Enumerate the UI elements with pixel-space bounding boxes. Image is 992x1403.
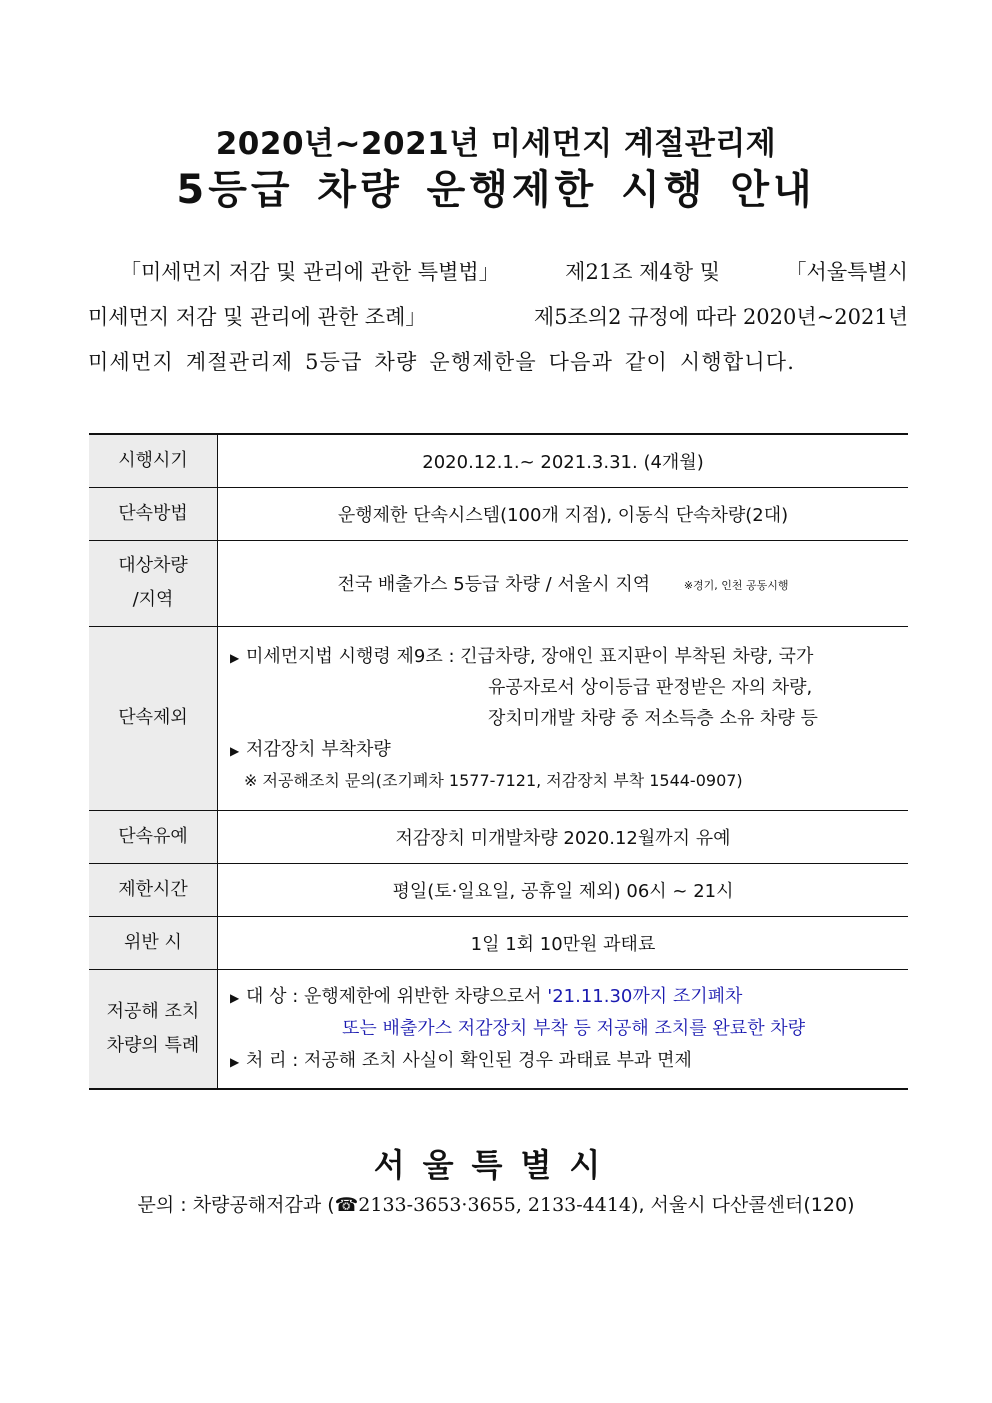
table-row: [89, 434, 908, 487]
exempt-item1-head: 미세먼지법 시행령 제9조 :: [246, 645, 455, 667]
intro-text: 제5조의2 규정에 따라 2020년~2021년: [533, 305, 908, 329]
row-label: [89, 540, 218, 626]
table-row: [89, 916, 908, 969]
target-note: ※경기, 인천 공동시행: [683, 579, 789, 592]
row-value: [218, 626, 909, 810]
intro-text: 「미세먼지 저감 및 관리에 관한 특별법」: [120, 260, 500, 284]
special-process-text: 저공해 조치 사실이 확인된 경우 과태료 부과 면제: [304, 1049, 692, 1071]
triangle-bullet-icon: ▶: [230, 743, 240, 758]
intro-text: 미세먼지 저감 및 관리에 관한 조례」: [88, 305, 427, 329]
intro-text: 미세먼지 계절관리제 5등급 차량 운행제한을 다음과 같이 시행합니다.: [88, 350, 796, 374]
table-row: [89, 626, 908, 810]
table-row: [89, 487, 908, 540]
intro-line1: [88, 250, 908, 295]
contact-suffix: , 서울시 다산콜센터(120): [638, 1194, 855, 1216]
organization-name: 서울특별시: [373, 1146, 619, 1184]
row-label-line: 저공해 조치: [106, 1000, 200, 1022]
exempt-item1-text: 유공자로서 상이등급 판정받은 자의 차량,: [488, 676, 813, 698]
special-target-highlight: 또는 배출가스 저감장치 부착 등 저공해 조치를 완료한 차량: [342, 1017, 806, 1039]
target-text: 전국 배출가스 5등급 차량 / 서울시 지역: [337, 574, 651, 595]
table-row: [89, 540, 908, 626]
special-process: [230, 1045, 908, 1077]
row-label: 단속방법: [89, 487, 218, 540]
triangle-bullet-icon: ▶: [230, 1054, 240, 1069]
contact-numbers: 2133-3653·3655, 2133-4414): [358, 1194, 639, 1216]
row-label-line: /지역: [132, 589, 174, 610]
row-label: [89, 969, 218, 1089]
title-line1: 2020년~2021년 미세먼지 계절관리제: [215, 126, 777, 162]
contact-prefix: 문의 : 차량공해저감과 (: [137, 1194, 335, 1216]
row-value: 평일(토·일요일, 공휴일 제외) 06시 ~ 21시: [218, 863, 909, 916]
special-target: [230, 981, 908, 1013]
row-value: 2020.12.1.~ 2021.3.31. (4개월): [218, 434, 909, 487]
intro-text: 제21조 제4항 및: [565, 260, 721, 284]
row-label: 단속제외: [89, 626, 218, 810]
intro-paragraph: [88, 250, 908, 385]
info-table: [89, 433, 908, 1090]
row-value: 저감장치 미개발차량 2020.12월까지 유예: [218, 810, 909, 863]
row-value: [218, 969, 909, 1089]
exempt-item1: [230, 641, 908, 672]
exempt-item1-text: 장치미개발 차량 중 저소득층 소유 차량 등: [488, 707, 818, 729]
row-label: 단속유예: [89, 810, 218, 863]
row-label: 제한시간: [89, 863, 218, 916]
row-value: 1일 1회 10만원 과태료: [218, 916, 909, 969]
special-target-highlight: '21.11.30까지 조기폐차: [547, 985, 743, 1007]
triangle-bullet-icon: ▶: [230, 650, 240, 665]
intro-line3: [88, 340, 908, 385]
phone-icon: ☎: [334, 1194, 359, 1216]
intro-text: 「서울특별시: [785, 260, 908, 284]
contact-info: [0, 1190, 992, 1217]
row-label: 시행시기: [89, 434, 218, 487]
intro-line2: [88, 295, 908, 340]
title-line2: 5등급 차량 운행제한 시행 안내: [176, 167, 816, 213]
exempt-item2: [230, 734, 908, 765]
row-label: 위반 시: [89, 916, 218, 969]
special-process-head: 처 리 :: [246, 1049, 299, 1071]
special-target-text: 운행제한에 위반한 차량으로서: [304, 985, 542, 1007]
row-label-line: 대상차량: [118, 555, 188, 576]
exempt-item1-text: 긴급차량, 장애인 표지판이 부착된 차량, 국가: [460, 645, 814, 667]
special-target-head: 대 상 :: [246, 985, 299, 1007]
exempt-note: ※ 저공해조치 문의(조기폐차 1577-7121, 저감장치 부착 1544-0907): [244, 770, 743, 790]
table-row: [89, 810, 908, 863]
row-value: 운행제한 단속시스템(100개 지점), 이동식 단속차량(2대): [218, 487, 909, 540]
table-row: [89, 969, 908, 1089]
row-value: [218, 540, 909, 626]
row-label-line: 차량의 특례: [106, 1034, 200, 1056]
triangle-bullet-icon: ▶: [230, 990, 240, 1005]
exempt-item2-text: 저감장치 부착차량: [246, 738, 391, 760]
table-row: [89, 863, 908, 916]
